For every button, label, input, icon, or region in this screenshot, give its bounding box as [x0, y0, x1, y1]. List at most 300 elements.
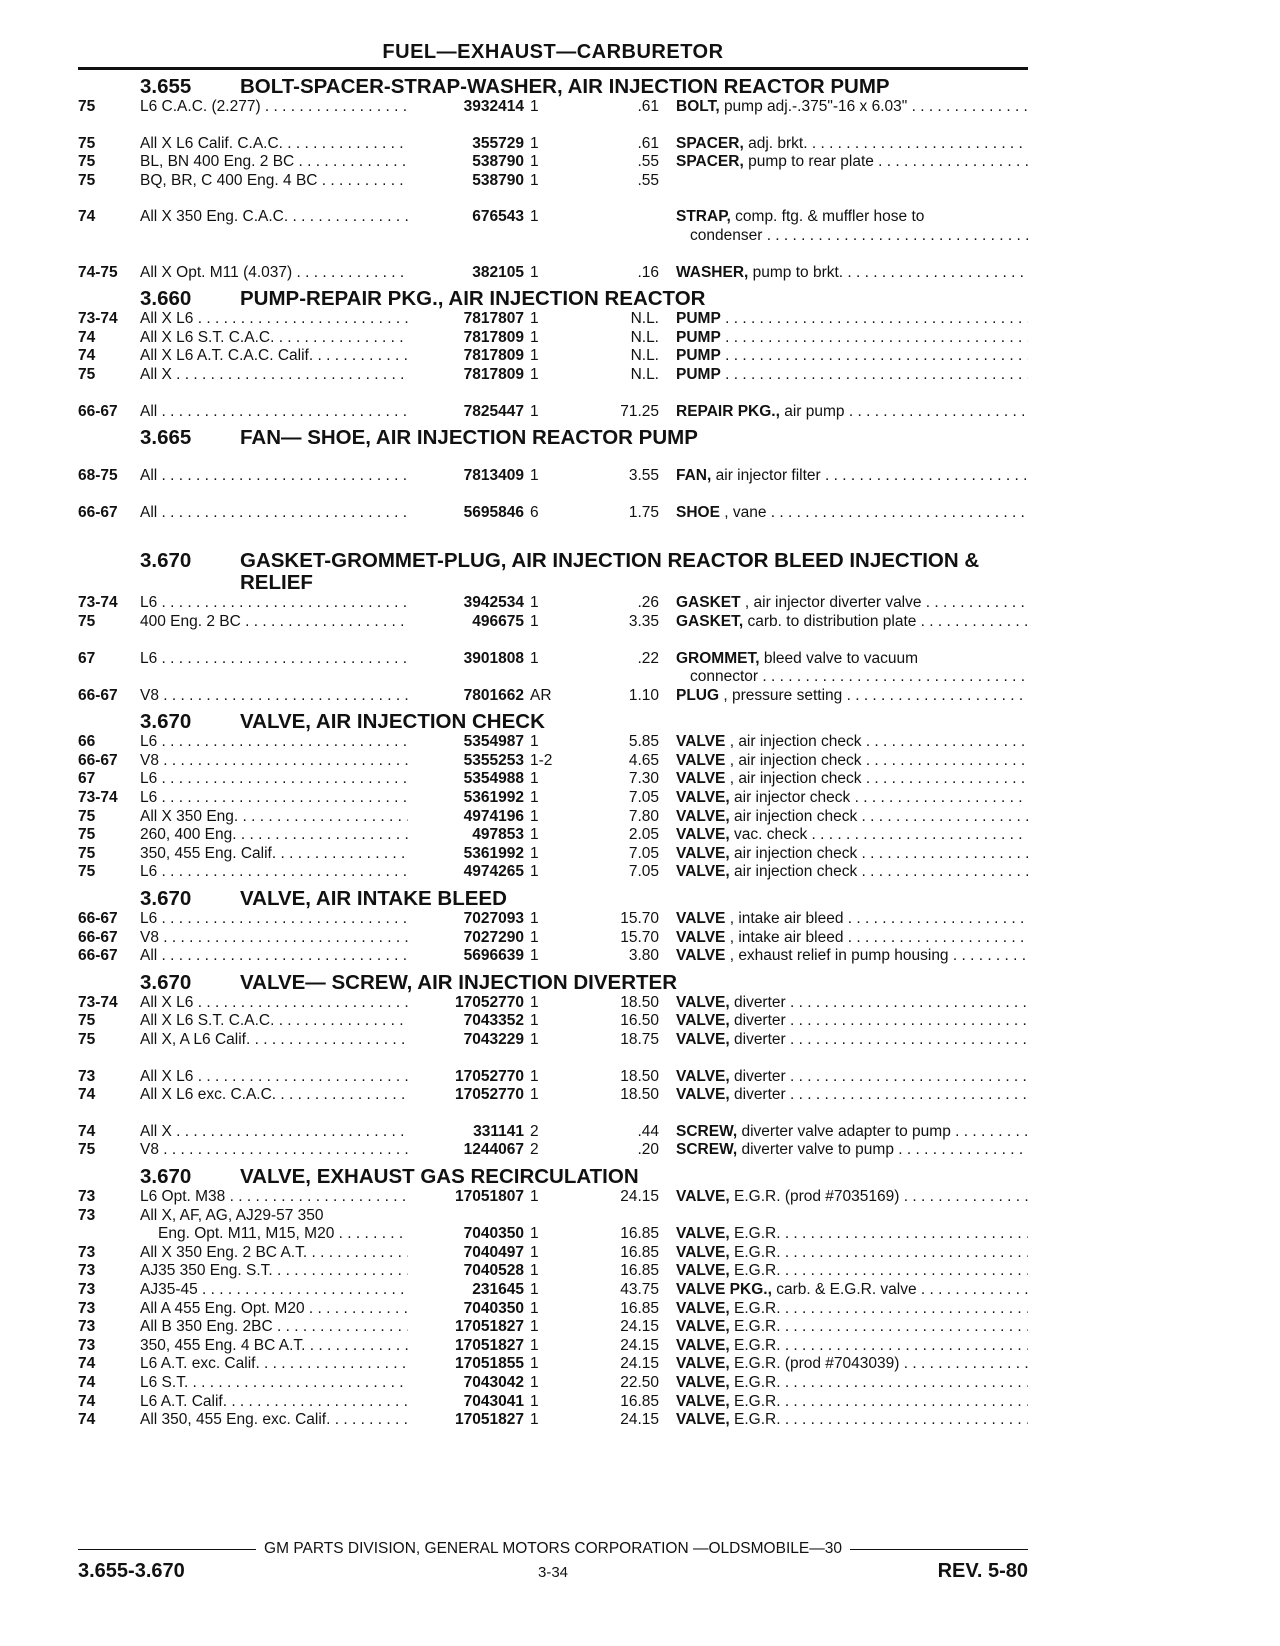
section-title: [78, 427, 1028, 449]
part-detail: vac. check: [734, 826, 808, 844]
part-description: [676, 863, 1028, 882]
quantity: 1: [530, 1411, 539, 1429]
part-description: [676, 467, 1028, 486]
parts-row: [78, 826, 1028, 845]
model-applicability: All . . .: [140, 467, 410, 486]
part-detail: E.G.R.: [734, 1299, 781, 1317]
model-year: 66-67: [78, 402, 118, 420]
catalog-page: [78, 40, 1028, 1430]
model-year: 75: [78, 826, 96, 844]
part-detail: E.G.R.: [734, 1225, 781, 1243]
quantity: 1: [530, 310, 539, 328]
section-number: 3.670: [140, 710, 192, 734]
footer-rule-right: [850, 1549, 1028, 1550]
model-year: 74: [78, 1122, 96, 1140]
parts-row: [78, 994, 1028, 1013]
part-description: [676, 1031, 1028, 1050]
sections-container: [78, 76, 1028, 1430]
parts-row: [78, 770, 1028, 789]
model-year: 74: [78, 1392, 96, 1410]
part-description: [676, 650, 1028, 669]
part-number: 7040528: [408, 1262, 524, 1281]
model-applicability: L6 . . .: [140, 770, 410, 789]
price: 15.70: [620, 928, 659, 946]
parts-row: [78, 1141, 1028, 1160]
section-title-text: BOLT-SPACER-STRAP-WASHER, AIR INJECTION REACTOR PUMP: [240, 75, 890, 98]
parts-row: [78, 98, 1028, 117]
part-number: 3932414: [408, 98, 524, 117]
price: 7.05: [628, 863, 659, 881]
part-number: 7043352: [408, 1012, 524, 1031]
quantity: 1: [530, 347, 539, 365]
section: [78, 76, 1028, 282]
model-applicability: All X L6 A.T. C.A.C. Calif. . . .: [140, 347, 410, 366]
part-description: [676, 1188, 1028, 1207]
parts-row: [78, 845, 1028, 864]
part-description: [676, 929, 1028, 948]
section: [78, 972, 1028, 1160]
quantity: 1: [530, 1086, 539, 1104]
model-applicability: All X . . .: [140, 366, 410, 385]
parts-row: [78, 135, 1028, 154]
part-detail: air injector check: [734, 789, 851, 807]
quantity: 1: [530, 365, 539, 383]
model-year: 74-75: [78, 263, 118, 281]
part-detail: carb. to distribution plate: [747, 612, 917, 630]
parts-row: [78, 1068, 1028, 1087]
model-year: 68-75: [78, 467, 118, 485]
model-year: 75: [78, 134, 96, 152]
part-description: [676, 1244, 1028, 1263]
model-year: 75: [78, 365, 96, 383]
part-detail: air injection check: [734, 863, 858, 881]
part-number: 355729: [408, 135, 524, 154]
quantity: 1: [530, 171, 539, 189]
parts-row: [78, 1031, 1028, 1050]
part-description: [676, 1411, 1028, 1430]
parts-row: [78, 1207, 1028, 1226]
model-year: 73-74: [78, 310, 118, 328]
quantity: 1: [530, 863, 539, 881]
price: N.L.: [630, 328, 659, 346]
model-applicability: All X Opt. M11 (4.037) . . .: [140, 264, 410, 283]
parts-row: [78, 752, 1028, 771]
model-applicability: All X . . .: [140, 1123, 410, 1142]
price: 5.85: [628, 733, 659, 751]
parts-row: [78, 1262, 1028, 1281]
model-year: 73: [78, 1067, 96, 1085]
price: 15.70: [620, 910, 659, 928]
parts-row: [78, 929, 1028, 948]
price: 16.85: [620, 1262, 659, 1280]
model-applicability: L6 A.T. Calif. . . .: [140, 1393, 410, 1412]
part-name: REPAIR PKG.,: [676, 402, 780, 420]
parts-row: [78, 947, 1028, 966]
parts-row: [78, 863, 1028, 882]
part-name: VALVE,: [676, 1392, 730, 1410]
footer-rule-left: [78, 1549, 256, 1550]
parts-row: [78, 403, 1028, 422]
model-year: 66-67: [78, 686, 118, 704]
part-detail: diverter valve adapter to pump: [741, 1122, 951, 1140]
page-header: FUEL—EXHAUST—CARBURETOR: [382, 41, 724, 63]
part-name: VALVE,: [676, 1086, 730, 1104]
model-year: 73-74: [78, 594, 118, 612]
parts-row: [78, 1318, 1028, 1337]
page-footer: [78, 1540, 1028, 1586]
part-detail: air injection check: [734, 807, 858, 825]
parts-row: [78, 1411, 1028, 1430]
price: 7.05: [628, 789, 659, 807]
quantity: 1: [530, 208, 539, 226]
part-description: [676, 910, 1028, 929]
part-number: 231645: [408, 1281, 524, 1300]
parts-row: [78, 153, 1028, 172]
part-description: [676, 264, 1028, 283]
part-name: VALVE,: [676, 1225, 730, 1243]
part-detail: , pressure setting: [723, 686, 843, 704]
quantity: 1: [530, 263, 539, 281]
part-number: 7817809: [408, 329, 524, 348]
part-name: VALVE,: [676, 993, 730, 1011]
price: N.L.: [630, 365, 659, 383]
part-description: [676, 1123, 1028, 1142]
part-number: 17052770: [408, 1086, 524, 1105]
model-year: 75: [78, 171, 96, 189]
part-number: 17051827: [408, 1318, 524, 1337]
quantity: 1: [530, 612, 539, 630]
part-number: 496675: [408, 613, 524, 632]
part-name: SCREW,: [676, 1141, 738, 1159]
part-number: 17051807: [408, 1188, 524, 1207]
parts-row: [78, 1374, 1028, 1393]
part-detail: air injection check: [734, 844, 858, 862]
model-applicability: AJ35-45 . . .: [140, 1281, 410, 1300]
price: 24.15: [620, 1336, 659, 1354]
part-name: VALVE,: [676, 1411, 730, 1429]
part-description: [676, 1012, 1028, 1031]
section-title-text: FAN— SHOE, AIR INJECTION REACTOR PUMP: [240, 426, 698, 450]
model-applicability: All X L6 S.T. C.A.C. . . .: [140, 1012, 410, 1031]
quantity: 1: [530, 1373, 539, 1391]
price: 2.05: [628, 826, 659, 844]
section-title: [78, 288, 1028, 310]
parts-row: [78, 613, 1028, 632]
part-name: VALVE,: [676, 1336, 730, 1354]
part-description: [676, 668, 1028, 687]
part-description: [676, 687, 1028, 706]
part-number: 331141: [408, 1123, 524, 1142]
part-description: [676, 1300, 1028, 1319]
part-detail: diverter: [734, 993, 786, 1011]
part-name: SPACER,: [676, 134, 744, 152]
part-number: 7043042: [408, 1374, 524, 1393]
part-name: VALVE PKG.,: [676, 1280, 772, 1298]
model-applicability: All X L6 S.T. C.A.C. . . .: [140, 329, 410, 348]
quantity: 1: [530, 328, 539, 346]
quantity: 1: [530, 134, 539, 152]
section-title-text: VALVE— SCREW, AIR INJECTION DIVERTER: [240, 970, 677, 994]
part-name: PUMP: [676, 347, 721, 365]
part-number: 5354987: [408, 733, 524, 752]
section-number: 3.655: [140, 75, 192, 98]
quantity: 1: [530, 770, 539, 788]
part-name: SHOE: [676, 503, 720, 521]
parts-row: [78, 329, 1028, 348]
part-description: [676, 1281, 1028, 1300]
parts-row: [78, 650, 1028, 669]
model-year: 74: [78, 1411, 96, 1429]
parts-row: [78, 910, 1028, 929]
part-detail: , vane: [724, 503, 767, 521]
part-description: [676, 227, 1028, 246]
price: 16.50: [620, 1012, 659, 1030]
model-applicability: V8 . . .: [140, 687, 410, 706]
price: .61: [637, 134, 659, 152]
part-detail: pump to rear plate: [748, 153, 874, 171]
model-year: 74: [78, 1086, 96, 1104]
model-year: 66-67: [78, 751, 118, 769]
part-detail: E.G.R.: [734, 1392, 781, 1410]
part-detail: pump adj.-.375"-16 x 6.03": [723, 98, 908, 115]
model-applicability: L6 C.A.C. (2.277) . . .: [140, 98, 410, 117]
part-detail: comp. ftg. & muffler hose to: [735, 208, 925, 226]
part-description: [676, 994, 1028, 1013]
section-number: 3.665: [140, 426, 192, 450]
part-number: 5361992: [408, 789, 524, 808]
price: 24.15: [620, 1411, 659, 1429]
price: 71.25: [620, 402, 659, 420]
part-number: 7825447: [408, 403, 524, 422]
price: .61: [637, 98, 659, 115]
model-applicability: All X 350 Eng. . . .: [140, 808, 410, 827]
part-number: 17051855: [408, 1355, 524, 1374]
price: 16.85: [620, 1392, 659, 1410]
model-applicability: All X L6 Calif. C.A.C. . . .: [140, 135, 410, 154]
section-title: [78, 1166, 1028, 1188]
model-year: 73: [78, 1262, 96, 1280]
part-description: [676, 947, 1028, 966]
part-name: VALVE,: [676, 1318, 730, 1336]
model-applicability: L6 . . .: [140, 650, 410, 669]
part-number: 7817809: [408, 347, 524, 366]
model-applicability: L6 . . .: [140, 863, 410, 882]
part-number: 7043041: [408, 1393, 524, 1412]
part-number: 5696639: [408, 947, 524, 966]
part-description: [676, 826, 1028, 845]
quantity: 1: [530, 733, 539, 751]
parts-row: [78, 366, 1028, 385]
parts-row: [78, 1393, 1028, 1412]
section-number: 3.670: [140, 887, 192, 911]
price: 7.80: [628, 807, 659, 825]
parts-row: [78, 264, 1028, 283]
parts-row: [78, 1300, 1028, 1319]
part-name: SPACER,: [676, 153, 744, 171]
part-number: 3942534: [408, 594, 524, 613]
part-description: [676, 208, 1028, 227]
model-year: 73: [78, 1187, 96, 1205]
model-year: 75: [78, 153, 96, 171]
section: [78, 888, 1028, 966]
part-detail: diverter valve to pump: [741, 1141, 894, 1159]
part-detail: carb. & E.G.R. valve: [776, 1280, 917, 1298]
part-description: [676, 366, 1028, 385]
part-name: VALVE: [676, 928, 726, 946]
quantity: 1: [530, 402, 539, 420]
parts-row: [78, 467, 1028, 486]
model-applicability: 400 Eng. 2 BC . . .: [140, 613, 410, 632]
section-title-text: GASKET-GROMMET-PLUG, AIR INJECTION REACTOR BLEED INJECTION & RELIEF: [240, 549, 980, 595]
part-name: VALVE,: [676, 1243, 730, 1261]
part-name: VALVE,: [676, 826, 730, 844]
quantity: 1: [530, 993, 539, 1011]
part-number: 7040350: [408, 1225, 524, 1244]
price: 1.10: [628, 686, 659, 704]
parts-row: [78, 668, 1028, 687]
price: N.L.: [630, 347, 659, 365]
part-detail: E.G.R.: [734, 1411, 781, 1429]
part-detail: air injector filter: [715, 467, 821, 485]
quantity: 1: [530, 807, 539, 825]
parts-row: [78, 310, 1028, 329]
part-description: [676, 594, 1028, 613]
parts-row: [78, 1244, 1028, 1263]
part-detail: E.G.R.: [734, 1243, 781, 1261]
part-detail: E.G.R.: [734, 1262, 781, 1280]
model-year: 75: [78, 98, 96, 115]
part-description: [676, 770, 1028, 789]
part-detail: , air injection check: [729, 733, 862, 751]
part-description: [676, 1086, 1028, 1105]
model-applicability: L6 A.T. exc. Calif. . . .: [140, 1355, 410, 1374]
price: 16.85: [620, 1225, 659, 1243]
model-applicability: V8 . . .: [140, 929, 410, 948]
quantity: 1: [530, 594, 539, 612]
model-year: 73: [78, 1318, 96, 1336]
section-title-text: VALVE, AIR INJECTION CHECK: [240, 710, 545, 734]
part-name: SCREW,: [676, 1122, 738, 1140]
model-year: 66: [78, 733, 96, 751]
quantity: 1: [530, 947, 539, 965]
quantity: 1: [530, 826, 539, 844]
parts-row: [78, 504, 1028, 523]
part-number: 7801662: [408, 687, 524, 706]
part-name: VALVE,: [676, 1012, 730, 1030]
quantity: 1: [530, 1318, 539, 1336]
section-number: 3.670: [140, 970, 192, 994]
price: .20: [637, 1141, 659, 1159]
part-number: 3901808: [408, 650, 524, 669]
price: 24.15: [620, 1355, 659, 1373]
part-name: FAN,: [676, 467, 712, 485]
model-applicability: AJ35 350 Eng. S.T. . . .: [140, 1262, 410, 1281]
quantity: 1: [530, 1225, 539, 1243]
model-year: 75: [78, 1141, 96, 1159]
section-title-text: PUMP-REPAIR PKG., AIR INJECTION REACTOR: [240, 287, 706, 311]
model-applicability: All X L6 . . .: [140, 994, 410, 1013]
model-applicability: V8 . . .: [140, 1141, 410, 1160]
price: 3.80: [628, 947, 659, 965]
section-number: 3.670: [140, 549, 192, 573]
part-name: VALVE,: [676, 1031, 730, 1048]
part-number: 676543: [408, 208, 524, 227]
part-number: 1244067: [408, 1141, 524, 1160]
part-description: [676, 403, 1028, 422]
section: [78, 288, 1028, 421]
part-number: 17051827: [408, 1411, 524, 1430]
section-title: [78, 76, 1028, 98]
part-number: 17052770: [408, 994, 524, 1013]
part-name: PUMP: [676, 365, 721, 383]
model-applicability: Eng. Opt. M11, M15, M20 . . .: [140, 1225, 410, 1244]
model-year: 67: [78, 770, 96, 788]
model-year: 66-67: [78, 947, 118, 965]
price: 18.50: [620, 1067, 659, 1085]
model-year: 73: [78, 1243, 96, 1261]
part-detail: connector: [690, 668, 759, 686]
part-number: 7813409: [408, 467, 524, 486]
parts-row: [78, 1123, 1028, 1142]
part-name: VALVE: [676, 947, 726, 965]
quantity: 1: [530, 910, 539, 928]
part-number: 7040350: [408, 1300, 524, 1319]
parts-row: [78, 227, 1028, 246]
model-applicability: BL, BN 400 Eng. 2 BC . . .: [140, 153, 410, 172]
price: .55: [637, 153, 659, 171]
quantity: 1: [530, 1280, 539, 1298]
part-name: WASHER,: [676, 263, 749, 281]
section: [78, 711, 1028, 882]
part-detail: pump to brkt.: [752, 263, 844, 281]
model-year: 75: [78, 863, 96, 881]
section: [78, 427, 1028, 522]
model-year: 74: [78, 208, 96, 226]
model-applicability: All X, A L6 Calif. . . .: [140, 1031, 410, 1050]
quantity: 1: [530, 928, 539, 946]
part-description: [676, 310, 1028, 329]
part-description: [676, 789, 1028, 808]
price: 18.75: [620, 1031, 659, 1048]
part-description: [676, 808, 1028, 827]
model-year: 74: [78, 328, 96, 346]
model-applicability: All B 350 Eng. 2BC . . .: [140, 1318, 410, 1337]
part-detail: , intake air bleed: [729, 928, 844, 946]
parts-row: [78, 1188, 1028, 1207]
price: 3.35: [628, 612, 659, 630]
price: 43.75: [620, 1280, 659, 1298]
quantity: 1: [530, 1355, 539, 1373]
part-number: 7027290: [408, 929, 524, 948]
part-name: BOLT,: [676, 98, 720, 115]
model-applicability: All X, AF, AG, AJ29-57 350: [140, 1206, 324, 1224]
section: [78, 550, 1028, 705]
parts-row: [78, 1281, 1028, 1300]
part-detail: diverter: [734, 1067, 786, 1085]
part-description: [676, 1393, 1028, 1412]
part-name: GASKET: [676, 594, 741, 612]
part-detail: condenser: [690, 226, 763, 244]
model-year: 73: [78, 1206, 96, 1224]
section-title: [78, 550, 1028, 594]
part-name: VALVE,: [676, 1373, 730, 1391]
part-name: VALVE,: [676, 1067, 730, 1085]
model-applicability: All X 350 Eng. C.A.C. . . .: [140, 208, 410, 227]
part-detail: E.G.R.: [734, 1318, 781, 1336]
part-detail: diverter: [734, 1086, 786, 1104]
quantity: 1: [530, 467, 539, 485]
part-number: 17052770: [408, 1068, 524, 1087]
